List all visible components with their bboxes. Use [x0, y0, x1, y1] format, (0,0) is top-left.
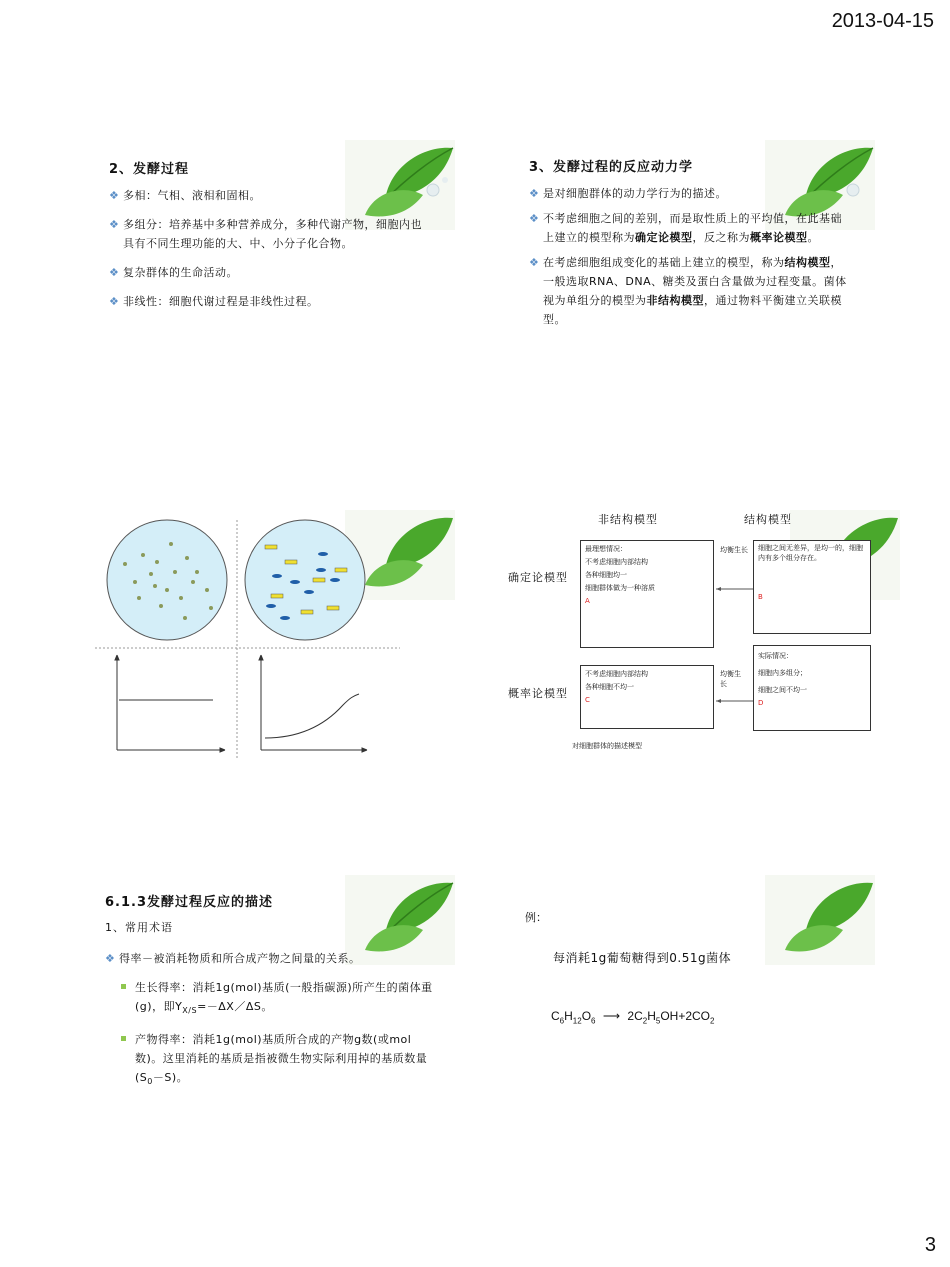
bullet-item: ❖ 多组分：培养基中多种营养成分，多种代谢产物，细胞内也具有不同生理功能的大、中、小分子化合物。 — [109, 215, 429, 253]
reaction-arrow-icon: ⟶ — [602, 1009, 621, 1023]
green-leaf-icon — [765, 875, 875, 965]
arrow-label-balanced-growth: 均衡生长 — [720, 546, 748, 554]
petri-dish-heterogeneous — [245, 520, 365, 640]
slide-title: 6.1.3发酵过程反应的描述 — [105, 895, 274, 910]
graph-sigmoid — [259, 655, 367, 752]
arrows — [500, 505, 900, 765]
bullet-item: ❖ 复杂群体的生命活动。 — [109, 263, 429, 282]
slide-subtitle: 1、常用术语 — [105, 921, 173, 934]
col-header-structured: 结构模型 — [744, 513, 792, 526]
slide-example — [515, 875, 875, 1145]
sub-bullet-item: 生长得率：消耗1g(mol)基质(一般指碳源)所产生的菌体重(g)，即$Y_{X/S}=-\Delta X/\Delta S$。 — [121, 978, 435, 1020]
model-box-b: 细胞之间无差异，是均一的，细胞内有多个组分存在。 B — [753, 540, 871, 634]
square-bullet-icon — [121, 1036, 126, 1041]
bullet-item: ❖ 不考虑细胞之间的差别，而是取性质上的平均值，在此基础上建立的模型称为确定论模型，反之称为概率论模型。 — [529, 209, 851, 247]
bullet-item: ❖ 得率－被消耗物质和所合成产物之间量的关系。 — [105, 949, 435, 968]
reactant-formula: $C_6H_{12}O_6$ — [551, 1009, 596, 1026]
diamond-bullet-icon: ❖ — [529, 256, 540, 269]
example-label: 例： — [525, 911, 547, 924]
population-diagram — [95, 510, 455, 780]
graph-constant — [115, 655, 225, 752]
slide-model-classification — [500, 505, 900, 775]
petri-dish-uniform — [107, 520, 227, 640]
example-statement: 每消耗1g葡萄糖得到0.51g菌体 — [553, 951, 732, 965]
diamond-bullet-icon: ❖ — [105, 952, 116, 965]
col-header-unstructured: 非结构模型 — [598, 513, 658, 526]
diamond-bullet-icon: ❖ — [529, 187, 540, 200]
slide-reaction-kinetics — [515, 140, 875, 410]
product-formula: $2C_2H_5OH+2CO_2$ — [627, 1009, 715, 1026]
diamond-bullet-icon: ❖ — [109, 295, 120, 308]
arrow-label-balanced-growth: 均衡生长 — [720, 670, 741, 688]
diamond-bullet-icon: ❖ — [109, 218, 120, 231]
diamond-bullet-icon: ❖ — [529, 212, 540, 225]
row-header-probabilistic: 概率论模型 — [508, 687, 568, 700]
row-header-deterministic: 确定论模型 — [508, 571, 568, 584]
square-bullet-icon — [121, 984, 126, 989]
reaction-equation — [551, 1009, 714, 1025]
diagram-caption: 对细胞群体的描述模型 — [572, 742, 642, 750]
slide-title: 2、发酵过程 — [109, 162, 190, 177]
bullet-item: ❖ 是对细胞群体的动力学行为的描述。 — [529, 184, 851, 203]
model-box-a: 最理想情况： 不考虑细胞内部结构 各种细胞均一 细胞群体做为一种溶质 A — [580, 540, 714, 648]
slide-fermentation-process — [95, 140, 455, 410]
model-box-d: 实际情况： 细胞内多组分； 细胞之间不均一 D — [753, 645, 871, 731]
model-box-c: 不考虑细胞内部结构 各种细胞不均一 C — [580, 665, 714, 729]
page-number: 3 — [924, 1234, 936, 1256]
bullet-item: ❖ 多相：气相、液相和固相。 — [109, 186, 429, 205]
page-date: 2013-04-15 — [831, 10, 934, 32]
bullet-item: ❖ 在考虑细胞组成变化的基础上建立的模型，称为结构模型，一般选取RNA、DNA、糖类及蛋白含量做为过程变量。菌体视为单组分的模型为非结构模型，通过物料平衡建立关联模型。 — [529, 253, 851, 329]
slide-title: 3、发酵过程的反应动力学 — [529, 160, 694, 175]
bullet-item: ❖ 非线性：细胞代谢过程是非线性过程。 — [109, 292, 429, 311]
diamond-bullet-icon: ❖ — [109, 189, 120, 202]
slide-cell-population-figure — [95, 510, 455, 780]
slide-process-description — [95, 875, 455, 1145]
sub-bullet-item: 产物得率：消耗1g(mol)基质所合成的产物g数(或mol数)。这里消耗的基质是指被微生物实际利用掉的基质数量$(S_0-S)$。 — [121, 1030, 435, 1091]
diamond-bullet-icon: ❖ — [109, 266, 120, 279]
